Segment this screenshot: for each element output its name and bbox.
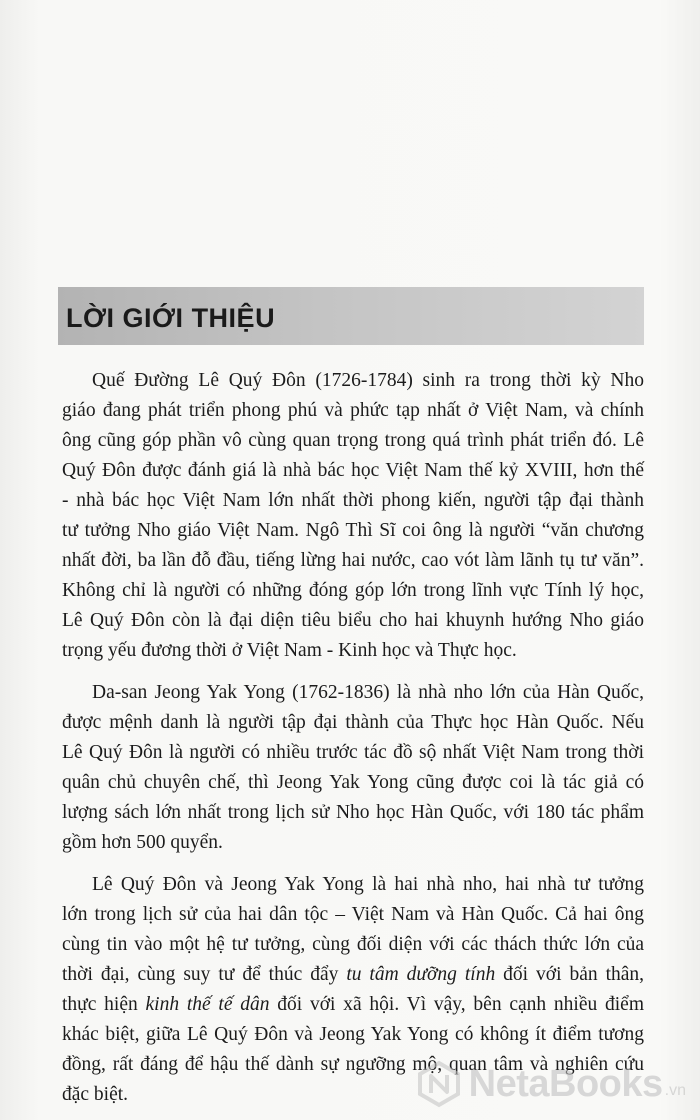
text-line: giáo đang phát triển phong phú và phức tạp nhất ở Việt Nam, và chính: [62, 400, 644, 421]
text-line: tư tưởng Nho giáo Việt Nam. Ngô Thì Sĩ coi ông là người “văn chương: [62, 520, 644, 541]
text-line: gồm hơn 500 quyển.: [62, 832, 223, 853]
text-line: đồng, rất đáng để hậu thế dành sự ngưỡng mộ, quan tâm và nghiên cứu: [62, 1054, 644, 1075]
text-line: Da-san Jeong Yak Yong (1762-1836) là nhà nho lớn của Hàn Quốc,: [92, 682, 644, 703]
text-line: Lê Quý Đôn và Jeong Yak Yong là hai nhà nho, hai nhà tư tưởng: [92, 874, 644, 895]
text-line: khác biệt, giữa Lê Quý Đôn và Jeong Yak Yong có không ít điểm tương: [62, 1024, 644, 1045]
text-line: quân chủ chuyên chế, thì Jeong Yak Yong cũng được coi là tác giả có: [62, 772, 644, 793]
text-line: được mệnh danh là người tập đại thành của Thực học Hàn Quốc. Nếu: [62, 712, 644, 733]
text-line: thời đại, cùng suy tư để thúc đẩy tu tâm dưỡng tính đối với bản thân,: [62, 964, 645, 985]
text-line: lớn trong lịch sử của hai dân tộc – Việt Nam và Hàn Quốc. Cả hai ông: [62, 904, 644, 925]
watermark: [415, 1060, 686, 1108]
watermark-name: NetaBooks: [468, 1062, 663, 1105]
text-line: nhất đời, ba lần đỗ đầu, tiếng lừng hai nước, cao vót làm lãnh tụ tư văn”.: [62, 550, 644, 571]
text-line: trọng yếu đương thời ở Việt Nam - Kinh học và Thực học.: [62, 640, 517, 661]
text-line: - nhà bác học Việt Nam lớn nhất thời phong kiến, người tập đại thành: [62, 490, 644, 511]
text-line: Không chỉ là người có những đóng góp lớn trong lĩnh vực Tính lý học,: [62, 580, 644, 601]
text-line: Lê Quý Đôn là người có nhiều trước tác đồ sộ nhất Việt Nam trong thời: [62, 742, 644, 763]
body-text: [62, 366, 644, 1110]
page-heading: LỜI GIỚI THIỆU: [66, 303, 276, 333]
text-line: cùng tin vào một hệ tư tưởng, cùng đối diện với các thách thức lớn của: [62, 934, 644, 955]
text-line: Quế Đường Lê Quý Đôn (1726-1784) sinh ra trong thời kỳ Nho: [92, 370, 644, 391]
text-line: Quý Đôn được đánh giá là nhà bác học Việt Nam thế kỷ XVIII, hơn thế: [62, 460, 644, 481]
text-line: đặc biệt.: [62, 1084, 129, 1105]
netabooks-logo-icon: [415, 1060, 463, 1108]
text-line: Lê Quý Đôn còn là đại diện tiêu biểu cho hai khuynh hướng Nho giáo: [62, 610, 644, 631]
text-line: ông cũng góp phần vô cùng quan trọng trong quá trình phát triển đó. Lê: [62, 430, 644, 451]
watermark-tld: .vn: [664, 1082, 686, 1099]
text-line: lượng sách lớn nhất trong lịch sử Nho học Hàn Quốc, với 180 tác phẩm: [62, 802, 644, 823]
text-line: thực hiện kinh thế tế dân đối với xã hội. Vì vậy, bên cạnh nhiều điểm: [62, 994, 644, 1015]
